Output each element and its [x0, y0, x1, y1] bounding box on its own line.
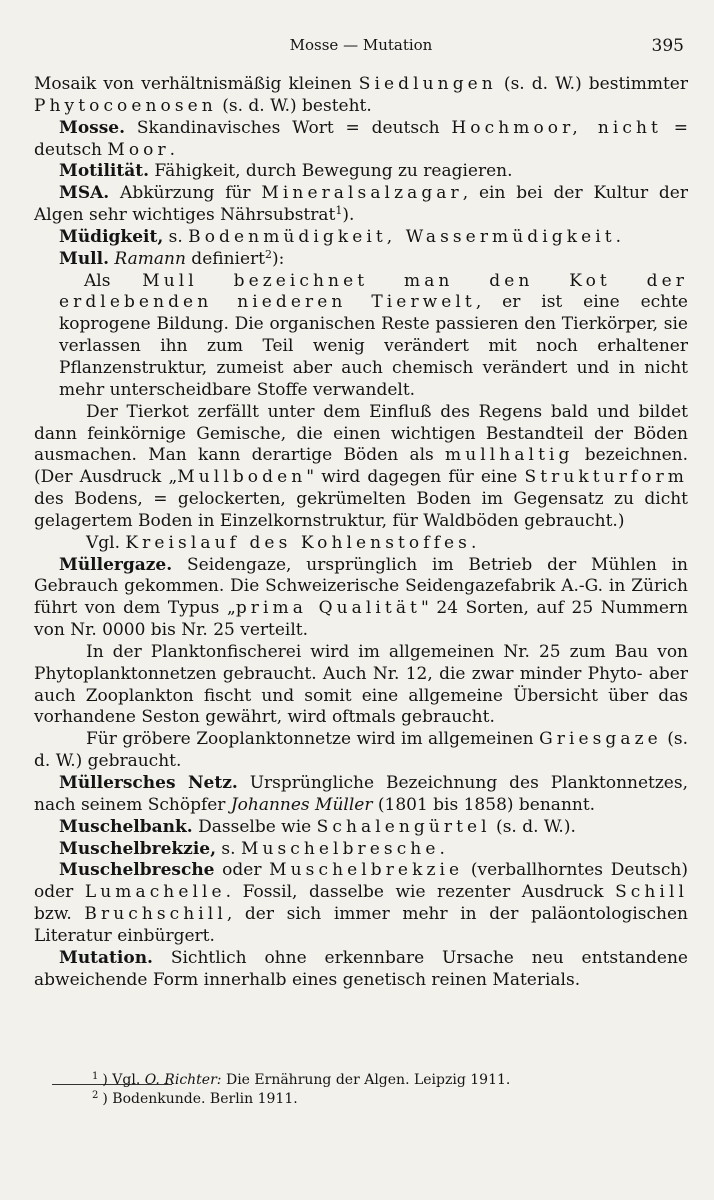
entry-motilitaet: Motilität. Fähigkeit, durch Bewegung zu reagieren.: [59, 161, 513, 182]
headword: Mosse.: [59, 117, 126, 138]
running-title: Mosse — Mutation: [289, 36, 433, 54]
footnotes: [92, 1071, 652, 1109]
mull-quote-paragraph: Als Mull bezeichnet man den Kot der erdlebenden niederen Tierwelt, er ist eine echte koprogene Bildung. Die organischen Reste passieren den Tierkörper, sie verlassen ihn zum Teil wenig verändert mit noch erhaltener Pflanzenstruktur, zumeist aber auch chemisch verändert und in nicht mehr unterscheidbare Stoffe verwandelt.: [59, 270, 688, 400]
page-number: 395: [651, 36, 684, 56]
headword: Muschelbank.: [59, 816, 193, 837]
entry-msa: MSA. Abkürzung für Mineralsalzagar, ein bei der Kultur der Algen sehr wichtiges Nährsubstrat$^1$).: [34, 183, 688, 226]
main-text: [34, 74, 688, 991]
gaze-paragraph-3: Für gröbere Zooplanktonnetze wird im allgemeinen Griesgaze (s. d. W.) gebraucht.: [34, 729, 689, 772]
entry-muschelbresche: Muschelbresche oder Muschelbrekzie (verballhorntes Deutsch) oder Lumachelle. Fossil, dasselbe wie rezenter Ausdruck Schill bzw. Bruchschill, der sich immer mehr in der paläontologischen Literatur einbürgert.: [34, 860, 688, 946]
entry-mosse: Mosse. Skandinavisches Wort = deutsch Hochmoor, nicht = deutsch Moor.: [34, 117, 688, 160]
headword: Müllergaze.: [59, 554, 173, 575]
gaze-paragraph-2: In der Planktonfischerei wird im allgemeinen Nr. 25 zum Bau von Phytoplanktonnetzen gebraucht. Auch Nr. 12, die zwar minder Phyto- aber auch Zooplankton fischt und somit eine allgemeine Übersicht über das vorhandene Seston gewährt, wird oftmals gebraucht.: [34, 641, 688, 728]
headword: Mull.: [59, 248, 110, 269]
headword: Müdigkeit,: [59, 226, 164, 247]
entry-muellersches-netz: Müllersches Netz. Ursprüngliche Bezeichnung des Planktonnetzes, nach seinem Schöpfer Johannes Müller (1801 bis 1858) benannt.: [34, 773, 688, 815]
headword: Muschelbrekzie,: [59, 838, 217, 859]
footnote-1: $^1$ ) Vgl. O. Richter: Die Ernährung der Algen. Leipzig 1911.: [92, 1071, 511, 1088]
paragraph-continuation: Mosaik von verhältnismäßig kleinen Siedlungen (s. d. W.) bestimmter Phytocoenosen (s. d. W.) besteht.: [34, 74, 688, 116]
headword: Muschelbresche: [59, 860, 215, 881]
entry-muschelbrekzie: Muschelbrekzie, s. Muschelbresche.: [59, 838, 445, 859]
headword: Müllersches Netz.: [59, 773, 238, 793]
headword: MSA.: [59, 183, 110, 204]
headword: Motilität.: [59, 161, 150, 182]
mull-second-paragraph: Der Tierkot zerfällt unter dem Einfluß des Regens bald und bildet dann feinkörnige Gemische, die einen wichtigen Bestandteil der Böden ausmachen. Man kann derartige Böden als mullhaltig bezeichnen. (Der Ausdruck „Mullboden" wird dagegen für eine Strukturform des Bodens, = gelockerten, gekrümelten Boden im Gegensatz zu dicht gelagertem Boden in Einzelkornstruktur, für Waldböden gebraucht.): [34, 401, 689, 531]
headword: Mutation.: [59, 947, 153, 968]
entry-muellergaze: Müllergaze. Seidengaze, ursprünglich im Betrieb der Mühlen in Gebrauch gekommen. Die Schweizerische Seidengazefabrik A.-G. in Zürich führt von dem Typus „prima Qualität" 24 Sorten, auf 25 Nummern von Nr. 0000 bis Nr. 25 verteilt.: [34, 554, 688, 641]
entry-mull: Mull. Ramann definiert$^2$):: [59, 247, 285, 269]
footnote-ref: 1: [335, 204, 343, 218]
footnote-ref: 2: [265, 247, 272, 261]
entry-mutation: Mutation. Sichtlich ohne erkennbare Ursache neu entstandene abweichende Form innerhalb eines genetisch reinen Materials.: [34, 947, 688, 990]
footnote-2: $^2$ ) Bodenkunde. Berlin 1911.: [92, 1090, 298, 1107]
entry-muedigkeit: Müdigkeit, s. Bodenmüdigkeit, Wassermüdigkeit.: [59, 226, 622, 247]
entry-muschelbank: Muschelbank. Dasselbe wie Schalengürtel (s. d. W.).: [59, 816, 576, 837]
cross-reference: Vgl. Kreislauf des Kohlenstoffes.: [86, 532, 477, 553]
page-header: [38, 36, 684, 58]
